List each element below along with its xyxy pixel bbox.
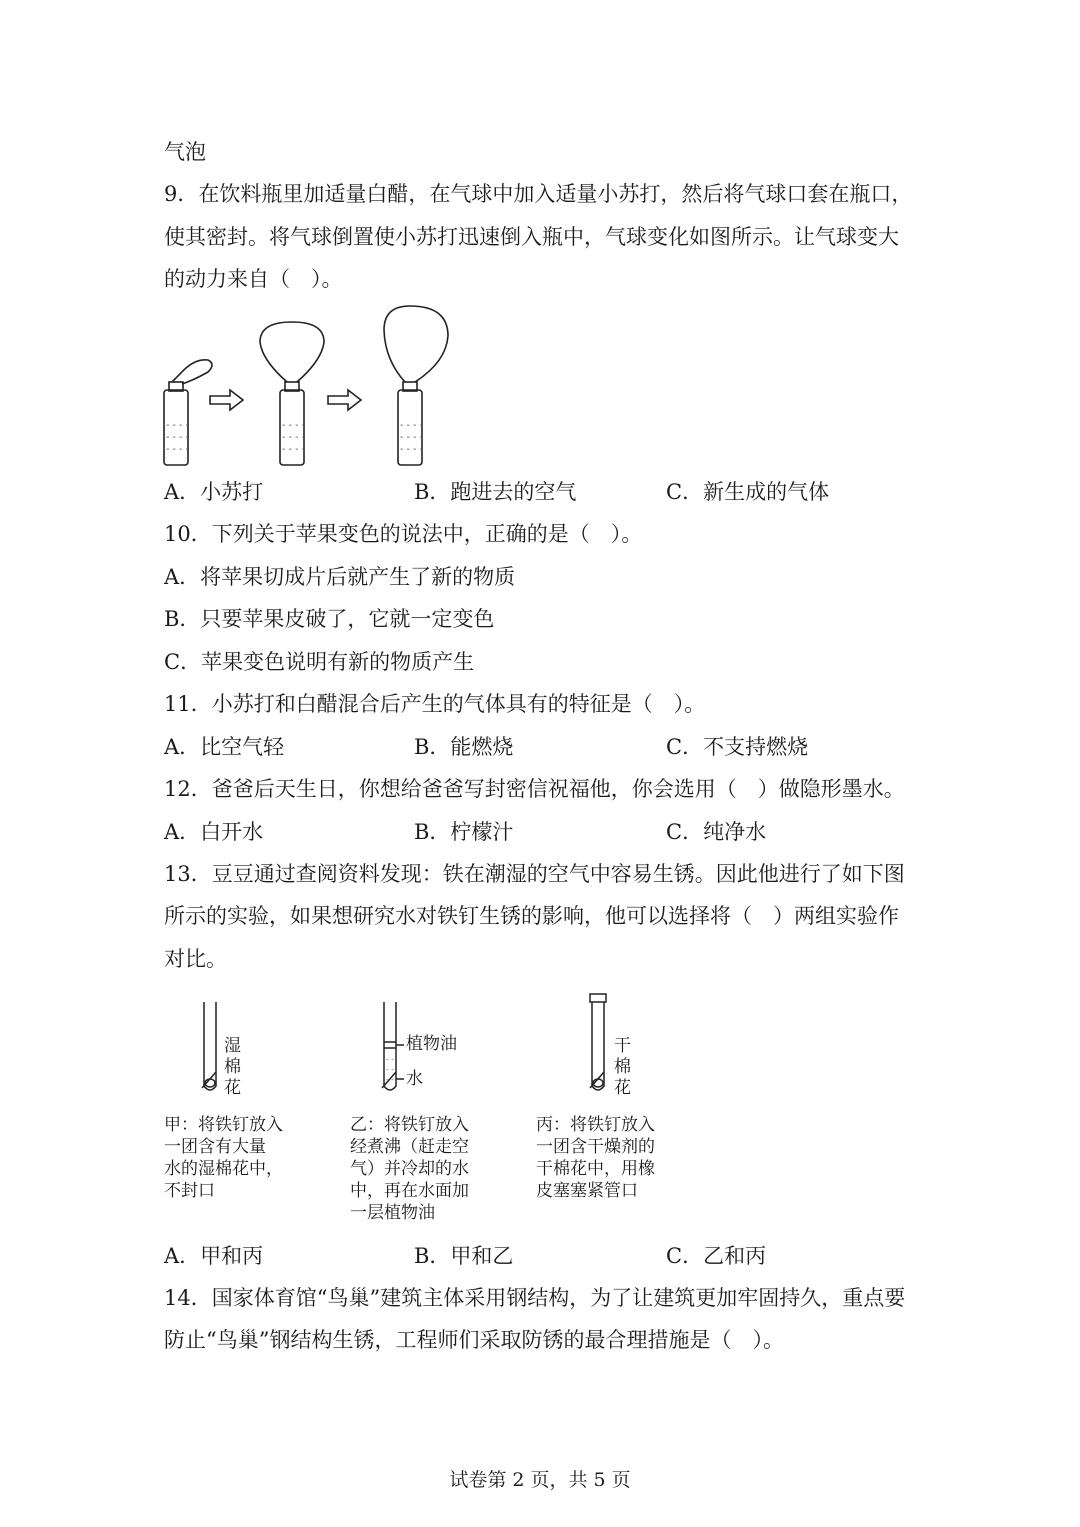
tube-2-label-oil: 植物油: [406, 1034, 457, 1054]
q13-option-c[interactable]: C．乙和丙: [666, 1244, 767, 1268]
question-9-stem: 的动力来自（ ）。: [164, 267, 343, 291]
q12-option-c[interactable]: C．纯净水: [666, 820, 767, 844]
question-13-stem: 对比。: [164, 947, 227, 971]
question-9-stem: 9．在饮料瓶里加适量白醋，在气球中加入适量小苏打，然后将气球口套在瓶口，: [164, 182, 913, 206]
q11-option-b[interactable]: B．能燃烧: [414, 735, 514, 759]
q11-option-c[interactable]: C．不支持燃烧: [666, 735, 809, 759]
caption-yi: 乙：将铁钉放入 经煮沸（赶走空 气）并冷却的水 中，再在水面加 一层植物油: [350, 1115, 469, 1223]
svg-text:- - - -: - - - -: [400, 432, 424, 443]
svg-text:- - - -: - - - -: [166, 444, 190, 455]
tube-1-label: 湿棉花: [224, 1036, 241, 1098]
svg-text:- -: - -: [386, 1065, 394, 1074]
q9-option-c[interactable]: C．新生成的气体: [666, 480, 830, 504]
q13-option-b[interactable]: B．甲和乙: [414, 1244, 514, 1268]
question-14-stem: 防止“鸟巢”钢结构生锈，工程师们采取防锈的最合理措施是（ ）。: [164, 1328, 784, 1352]
svg-text:- - - -: - - - -: [282, 420, 306, 431]
question-11-stem: 11．小苏打和白醋混合后产生的气体具有的特征是（ ）。: [164, 692, 706, 716]
tube-3-label: 干棉花: [614, 1036, 631, 1098]
q12-option-b[interactable]: B．柠檬汁: [414, 820, 514, 844]
question-10-stem: 10．下列关于苹果变色的说法中，正确的是（ ）。: [164, 522, 643, 546]
tube-2-label-water: 水: [406, 1069, 423, 1089]
svg-text:- - - -: - - - -: [282, 432, 306, 443]
svg-text:- - - -: - - - -: [166, 432, 190, 443]
caption-bing: 丙：将铁钉放入 一团含干燥剂的 干棉花中，用橡 皮塞塞紧管口: [536, 1115, 655, 1201]
question-13-stem: 13．豆豆通过查阅资料发现：铁在潮湿的空气中容易生锈。因此他进行了如下图: [164, 862, 905, 886]
question-14-stem: 14．国家体育馆“鸟巢”建筑主体采用钢结构，为了让建筑更加牢固持久，重点要: [164, 1286, 906, 1310]
svg-text:- - - -: - - - -: [400, 444, 424, 455]
svg-text:- - - -: - - - -: [400, 420, 424, 431]
question-13-stem: 所示的实验，如果想研究水对铁钉生锈的影响，他可以选择将（ ）两组实验作: [164, 904, 899, 928]
q9-option-b[interactable]: B．跑进去的空气: [414, 480, 577, 504]
svg-text:- - - -: - - - -: [282, 444, 306, 455]
q10-option-c[interactable]: C．苹果变色说明有新的物质产生: [164, 650, 475, 674]
question-9-stem: 使其密封。将气球倒置使小苏打迅速倒入瓶中，气球变化如图所示。让气球变大: [164, 225, 899, 249]
text-line: 气泡: [164, 140, 206, 164]
page-footer: 试卷第 2 页，共 5 页: [449, 1469, 631, 1491]
q12-option-a[interactable]: A．白开水: [164, 820, 264, 844]
question-12-stem: 12．爸爸后天生日，你想给爸爸写封密信祝福他，你会选用（ ）做隐形墨水。: [164, 777, 905, 801]
svg-text:- -: - -: [386, 1075, 394, 1084]
q9-option-a[interactable]: A．小苏打: [164, 480, 264, 504]
caption-jia: 甲：将铁钉放入 一团含有大量 水的湿棉花中， 不封口: [164, 1115, 283, 1201]
svg-text:- -: - -: [386, 1055, 394, 1064]
q13-option-a[interactable]: A．甲和丙: [164, 1244, 264, 1268]
q10-option-b[interactable]: B．只要苹果皮破了，它就一定变色: [164, 607, 495, 631]
svg-text:- - - -: - - - -: [166, 420, 190, 431]
q10-option-a[interactable]: A．将苹果切成片后就产生了新的物质: [164, 565, 516, 589]
q11-option-a[interactable]: A．比空气轻: [164, 735, 285, 759]
balloon-experiment-figure: [150, 300, 470, 470]
